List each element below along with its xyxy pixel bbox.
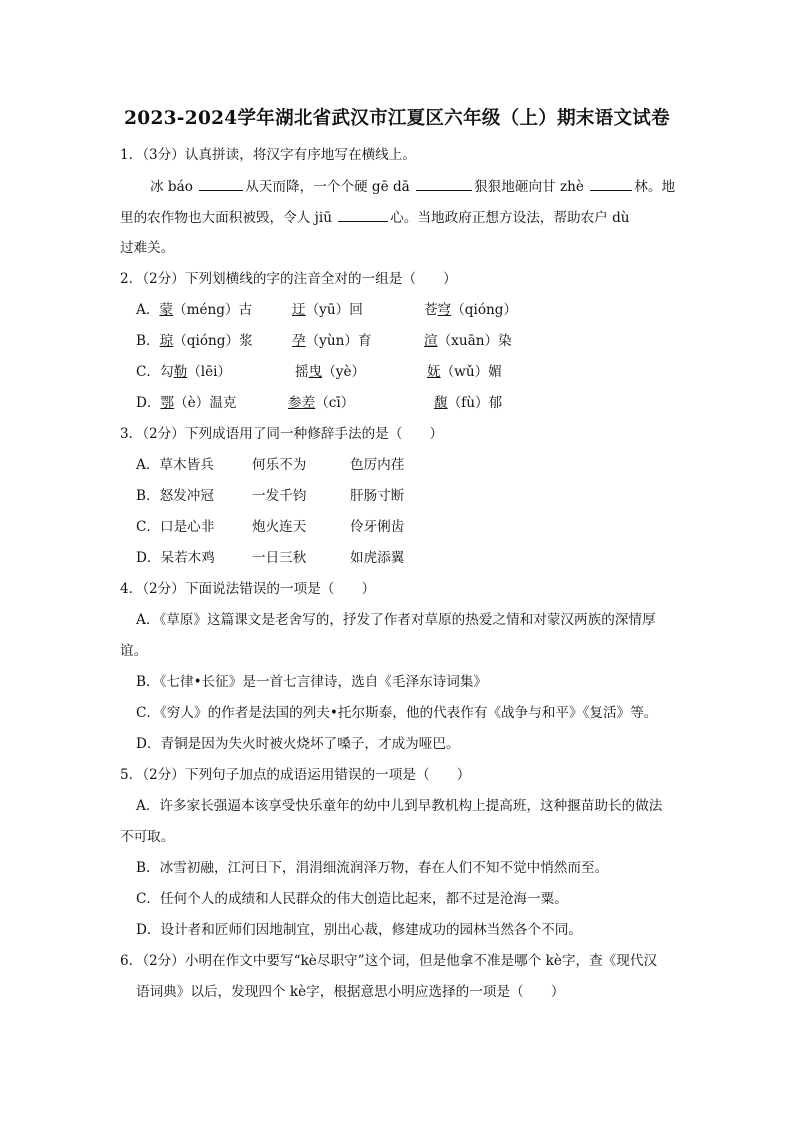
option-text: （yè） [322,364,366,380]
q2-option-b-2 [292,332,372,350]
q2-option-b [136,332,253,350]
q3-option-a-2: 何乐不为 [252,457,307,473]
q3-option-c-3: 伶牙俐齿 [350,519,405,535]
q2-option-c-2 [295,363,365,381]
q3-option-d: D．呆若木鸡 [136,550,215,566]
q5-option-c: C．任何个人的成绩和人民群众的伟大创造比起来，都不过是沧海一粟。 [136,891,568,907]
underlined-char: 穹 [437,302,452,318]
option-text: （fù）郁 [447,395,503,411]
option-text: 苍 [424,302,438,318]
underlined-char: 馥 [434,395,448,411]
option-text: （lēi） [187,364,232,380]
q5-option-a-cont: 不可取。 [120,829,175,845]
option-letter: C． [136,364,160,380]
option-text: 摇 [295,364,309,380]
q2-option-c-3 [427,363,502,381]
q1-text-d: 林。地 [634,179,676,195]
q1-line-2 [120,208,630,227]
underlined-char: 曳 [308,364,323,380]
q2-option-a-3 [424,301,517,319]
q2-option-d-2 [288,394,354,412]
q5-option-b: B．冰雪初融，江河日下，涓涓细流润泽万物，春在人们不知不觉中悄然而至。 [136,860,609,876]
q3-option-b: B．怒发冲冠 [136,488,214,504]
q3-option-d-3: 如虎添翼 [350,550,405,566]
q4-option-d: D．青铜是因为失火时被火烧坏了嗓子，才成为哑巴。 [136,736,460,752]
q4-option-a: A．《草原》这篇课文是老舍写的，抒发了作者对草原的热爱之情和对蒙汉两族的深情厚 [136,612,656,628]
underlined-char: 妩 [427,364,441,380]
underlined-char: 参差 [288,395,316,411]
answer-blank[interactable] [199,177,243,191]
option-text: （yùn）育 [305,333,372,349]
answer-blank[interactable] [416,177,472,191]
option-letter: A． [136,302,160,318]
q2-option-a-2 [292,301,363,319]
option-text: （qióng）浆 [173,333,253,349]
option-letter: D． [136,395,161,411]
underlined-char: 勒 [173,364,188,380]
q2-option-c [136,363,231,381]
q4-stem: 4．（2分）下面说法错误的一项是（ ） [120,581,376,597]
option-text: （cī） [315,395,355,411]
answer-blank[interactable] [590,177,632,191]
q1-stem: 1．（3分）认真拼读，将汉字有序地写在横线上。 [120,147,416,163]
q4-option-b: B．《七律•长征》是一首七言律诗，选自《毛泽东诗词集》 [136,674,488,690]
underlined-char: 鄂 [160,395,175,411]
q2-stem: 2．（2分）下列划横线的字的注音全对的一组是（ ） [120,271,457,287]
q5-stem: 5．（2分）下列句子加点的成语运用错误的一项是（ ） [120,767,471,783]
answer-blank[interactable] [338,208,388,222]
option-text: （xuān）染 [437,333,512,349]
option-text: （yū）回 [305,302,363,318]
q2-option-b-3 [412,332,512,350]
option-text: （wǔ）媚 [440,364,502,380]
q1-text-f: 心。当地政府正想方设法，帮助农户 dù [390,210,630,226]
q3-option-c-2: 炮火连天 [252,519,307,535]
q3-option-b-3: 肝肠寸断 [350,488,405,504]
underlined-char: 迂 [292,302,306,318]
option-text: （qióng） [451,302,518,318]
q1-text-b: 从天而降，一个个硬 gē dā [245,179,415,195]
q6-stem-cont: 语词典》以后，发现四个 kè字，根据意思小明应选择的一项是（ ） [136,984,565,1000]
underlined-char: 渲 [424,333,438,349]
q2-option-d-3 [434,394,502,412]
page-title: 2023-2024学年湖北省武汉市江夏区六年级（上）期末语文试卷 [124,108,670,129]
q1-line-3: 过难关。 [120,240,175,256]
q3-option-b-2: 一发千钧 [252,488,307,504]
q3-stem: 3．（2分）下列成语用了同一种修辞手法的是（ ） [120,426,444,442]
q6-stem: 6．（2分）小明在作文中要写“kè尽职守”这个词，但是他拿不准是哪个 kè字，查《现代汉 [120,953,658,969]
q2-option-a [136,301,252,319]
q4-option-a-cont: 谊。 [120,643,148,659]
option-letter: B． [136,333,160,349]
option-text: （méng）古 [173,302,253,318]
q1-text-e: 里的农作物也大面积被毁，令人 jiū [120,210,337,226]
q4-option-c: C．《穷人》的作者是法国的列夫•托尔斯泰，他的代表作有《战争与和平》《复活》等。 [136,705,658,721]
q1-line-1 [150,177,675,196]
q5-option-a: A．许多家长强逼本该享受快乐童年的幼中儿到早教机构上提高班，这种揠苗助长的做法 [136,798,663,814]
q1-text-a: 冰 báo [150,179,198,195]
option-text: 勾 [160,364,174,380]
q3-option-d-2: 一日三秋 [252,550,307,566]
underlined-char: 蒙 [159,302,174,318]
q3-option-c: C．口是心非 [136,519,215,535]
underlined-char: 琼 [159,333,174,349]
q2-option-d [136,394,237,412]
q3-option-a-3: 色厉内荏 [350,457,405,473]
option-text: （è）温克 [174,395,237,411]
q3-option-a: A．草木皆兵 [136,457,214,473]
underlined-char: 孕 [292,333,306,349]
q1-text-c: 狠狠地砸向甘 zhè [474,179,589,195]
q5-option-d: D．设计者和匠师们因地制宜，别出心裁，修建成功的园林当然各个不同。 [136,922,582,938]
